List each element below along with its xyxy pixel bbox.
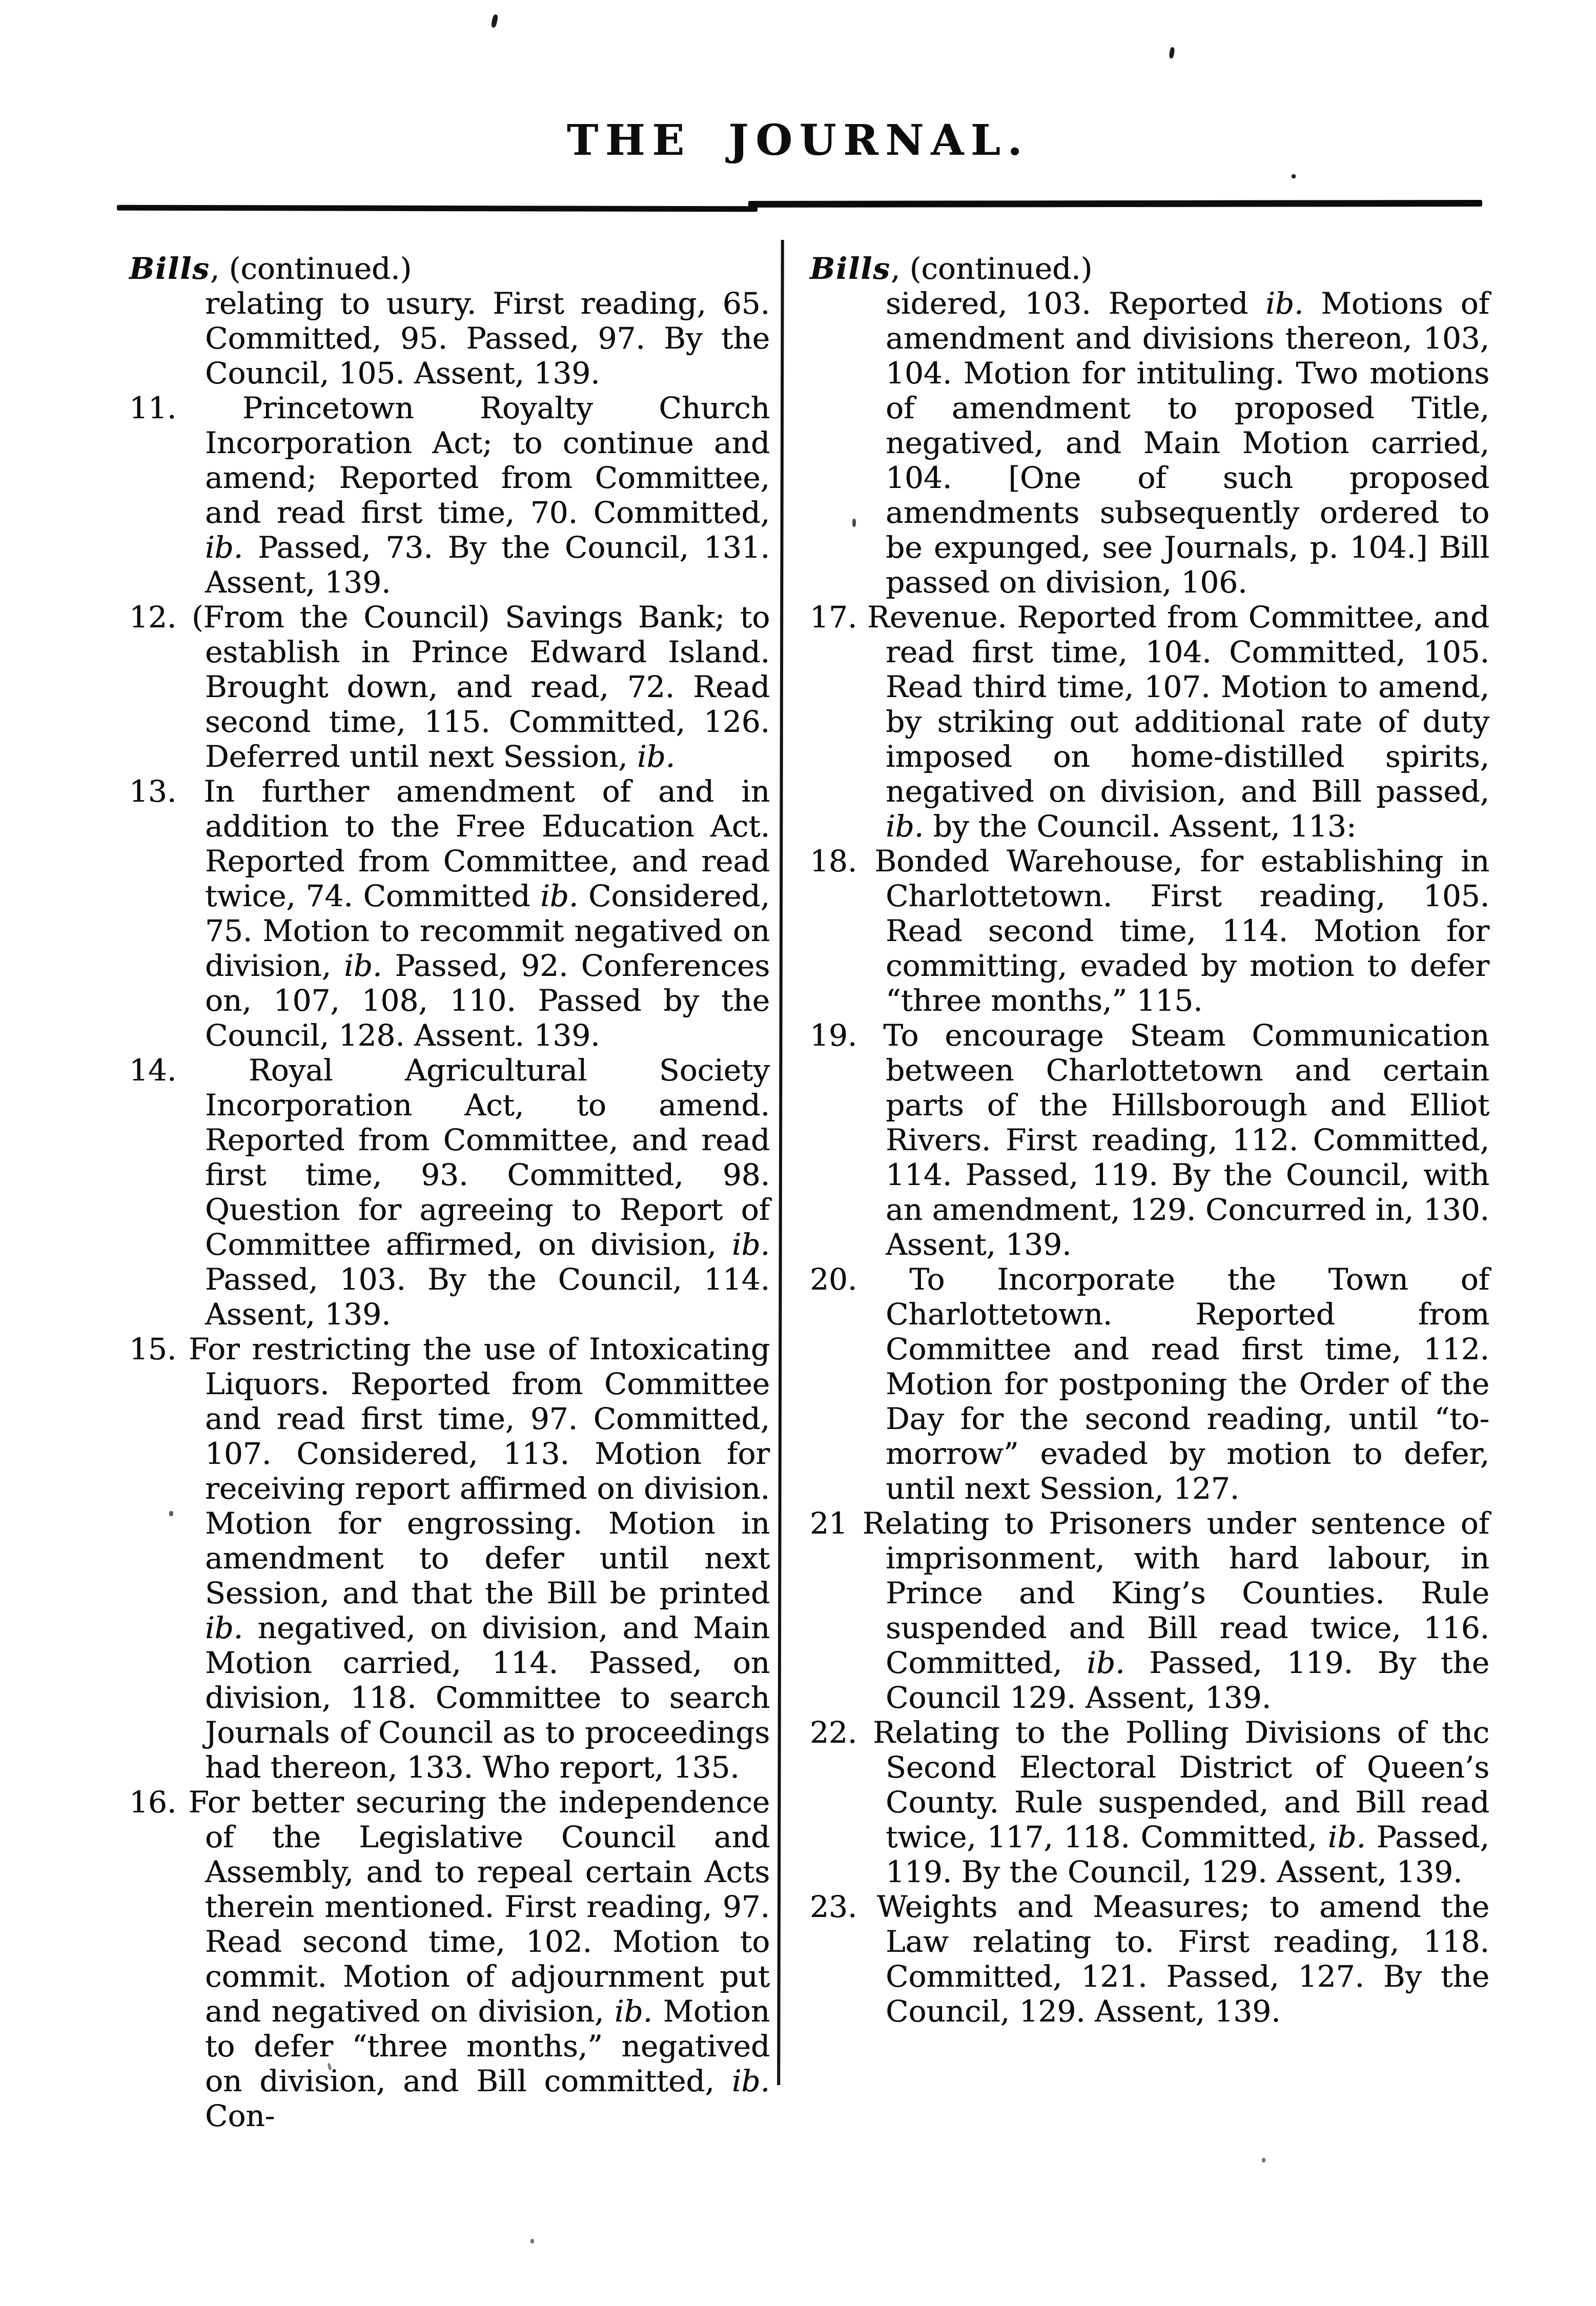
bill-entry: 23. Weights and Measures; to amend the Law relating to. First reading, 118. Committed, 121. Passed, 127. By the Council, 129. Assent, 139. [810, 1889, 1489, 2029]
entry-number: 23. [810, 1889, 857, 1924]
heading-continued-label: , (continued.) [210, 251, 412, 286]
bill-entry: 17. Revenue. Reported from Committee, and read first time, 104. Committed, 105. Read third time, 107. Motion to amend, by striking out additional rate of duty imposed on home-distilled spirits, negatived on division, and Bill passed, ib. by the Council. Assent, 113: [810, 600, 1489, 844]
bill-entry: relating to usury. First reading, 65. Committed, 95. Passed, 97. By the Council, 105. Assent, 139. [205, 286, 770, 391]
scan-speck [490, 14, 498, 28]
bill-entry: 13. In further amendment of and in addition to the Free Education Act. Reported from Committee, and read twice, 74. Committed ib. Considered, 75. Motion to recommit negatived on division, ib. Passed, 92. Conferences on, 107, 108, 110. Passed by the Council, 128. Assent. 139. [129, 774, 770, 1053]
column-heading [810, 251, 1489, 286]
right-column [810, 251, 1489, 2029]
entry-number: 14. [129, 1053, 177, 1088]
entry-number: 12. [129, 600, 177, 635]
bill-entry: 12. (From the Council) Savings Bank; to establish in Prince Edward Island. Brought down, and read, 72. Read second time, 115. Committed, 126. Deferred until next Session, ib. [129, 600, 770, 774]
bill-entry: 14. Royal Agricultural Society Incorporation Act, to amend. Reported from Committee, and read first time, 93. Committed, 98. Question for agreeing to Report of Committee affirmed, on division, ib. Passed, 103. By the Council, 114. Assent, 139. [129, 1053, 770, 1332]
entry-number: 18. [810, 844, 857, 879]
entry-number: 21 [810, 1506, 848, 1541]
column-divider-rule [777, 240, 784, 2085]
bill-entry: sidered, 103. Reported ib. Motions of amendment and divisions thereon, 103, 104. Motion for intituling. Two motions of amendment to proposed Title, negatived, and Main Motion carried, 104. [One of such proposed amendments subsequently ordered to be expunged, see Journals, p. 104.] Bill passed on division, 106. [886, 286, 1489, 600]
scan-speck [1169, 47, 1175, 58]
entry-number: 17. [810, 600, 857, 635]
header-rule-right-segment [748, 200, 1482, 208]
left-column [129, 251, 770, 2133]
bill-entry: 21 Relating to Prisoners under sentence of imprisonment, with hard labour, in Prince and King’s Counties. Rule suspended and Bill read twice, 116. Committed, ib. Passed, 119. By the Council 129. Assent, 139. [810, 1506, 1489, 1715]
scan-speck [1262, 2158, 1265, 2162]
bill-entry: 15. For restricting the use of Intoxicating Liquors. Reported from Committee and read first time, 97. Committed, 107. Considered, 113. Motion for receiving report affirmed on division. Motion for engrossing. Motion in amendment to defer until next Session, and that the Bill be printed ib. negatived, on division, and Main Motion carried, 114. Passed, on division, 118. Committee to search Journals of Council as to proceedings had thereon, 133. Who report, 135. [129, 1332, 770, 1785]
entry-number: 11. [129, 391, 177, 425]
bill-entry: 11. Princetown Royalty Church Incorporation Act; to continue and amend; Reported from Committee, and read first time, 70. Committed, ib. Passed, 73. By the Council, 131. Assent, 139. [129, 391, 770, 600]
bill-entry: 20. To Incorporate the Town of Charlottetown. Reported from Committee and read first time, 112. Motion for postponing the Order of the Day for the second reading, until “to-morrow” evaded by motion to defer, until next Session, 127. [810, 1262, 1489, 1506]
bills-entries [129, 286, 770, 2133]
header-rule-left-segment [117, 205, 758, 212]
page-title: THE JOURNAL. [566, 116, 1030, 165]
bill-entry: 22. Relating to the Polling Divisions of thc Second Electoral District of Queen’s County. Rule suspended, and Bill read twice, 117, 118. Committed, ib. Passed, 119. By the Council, 129. Assent, 139. [810, 1715, 1489, 1889]
entry-number: 13. [129, 774, 177, 809]
scan-speck [1292, 174, 1296, 178]
heading-word-bills: Bills [810, 251, 891, 286]
bill-entry: 16. For better securing the independence of the Legislative Council and Assembly, and to repeal certain Acts therein mentioned. First reading, 97. Read second time, 102. Motion to commit. Motion of adjournment put and negatived on division, ib. Motion to defer “three months,” negatived on division, and Bill committed, ib. Con- [129, 1785, 770, 2133]
bills-entries [810, 286, 1489, 2029]
scan-speck [530, 2239, 534, 2243]
entry-number: 19. [810, 1018, 857, 1053]
bill-entry: 18. Bonded Warehouse, for establishing in Charlottetown. First reading, 105. Read second time, 114. Motion for committing, evaded by motion to defer “three months,” 115. [810, 844, 1489, 1018]
heading-word-bills: Bills [129, 251, 210, 286]
bill-entry: 19. To encourage Steam Communication between Charlottetown and certain parts of the Hillsborough and Elliot Rivers. First reading, 112. Committed, 114. Passed, 119. By the Council, with an amendment, 129. Concurred in, 130. Assent, 139. [810, 1018, 1489, 1262]
entry-number: 15. [129, 1332, 177, 1366]
entry-number: 22. [810, 1715, 857, 1750]
column-heading [129, 251, 770, 286]
entry-number: 20. [810, 1262, 857, 1297]
entry-number: 16. [129, 1785, 177, 1820]
heading-continued-label: , (continued.) [890, 251, 1093, 286]
